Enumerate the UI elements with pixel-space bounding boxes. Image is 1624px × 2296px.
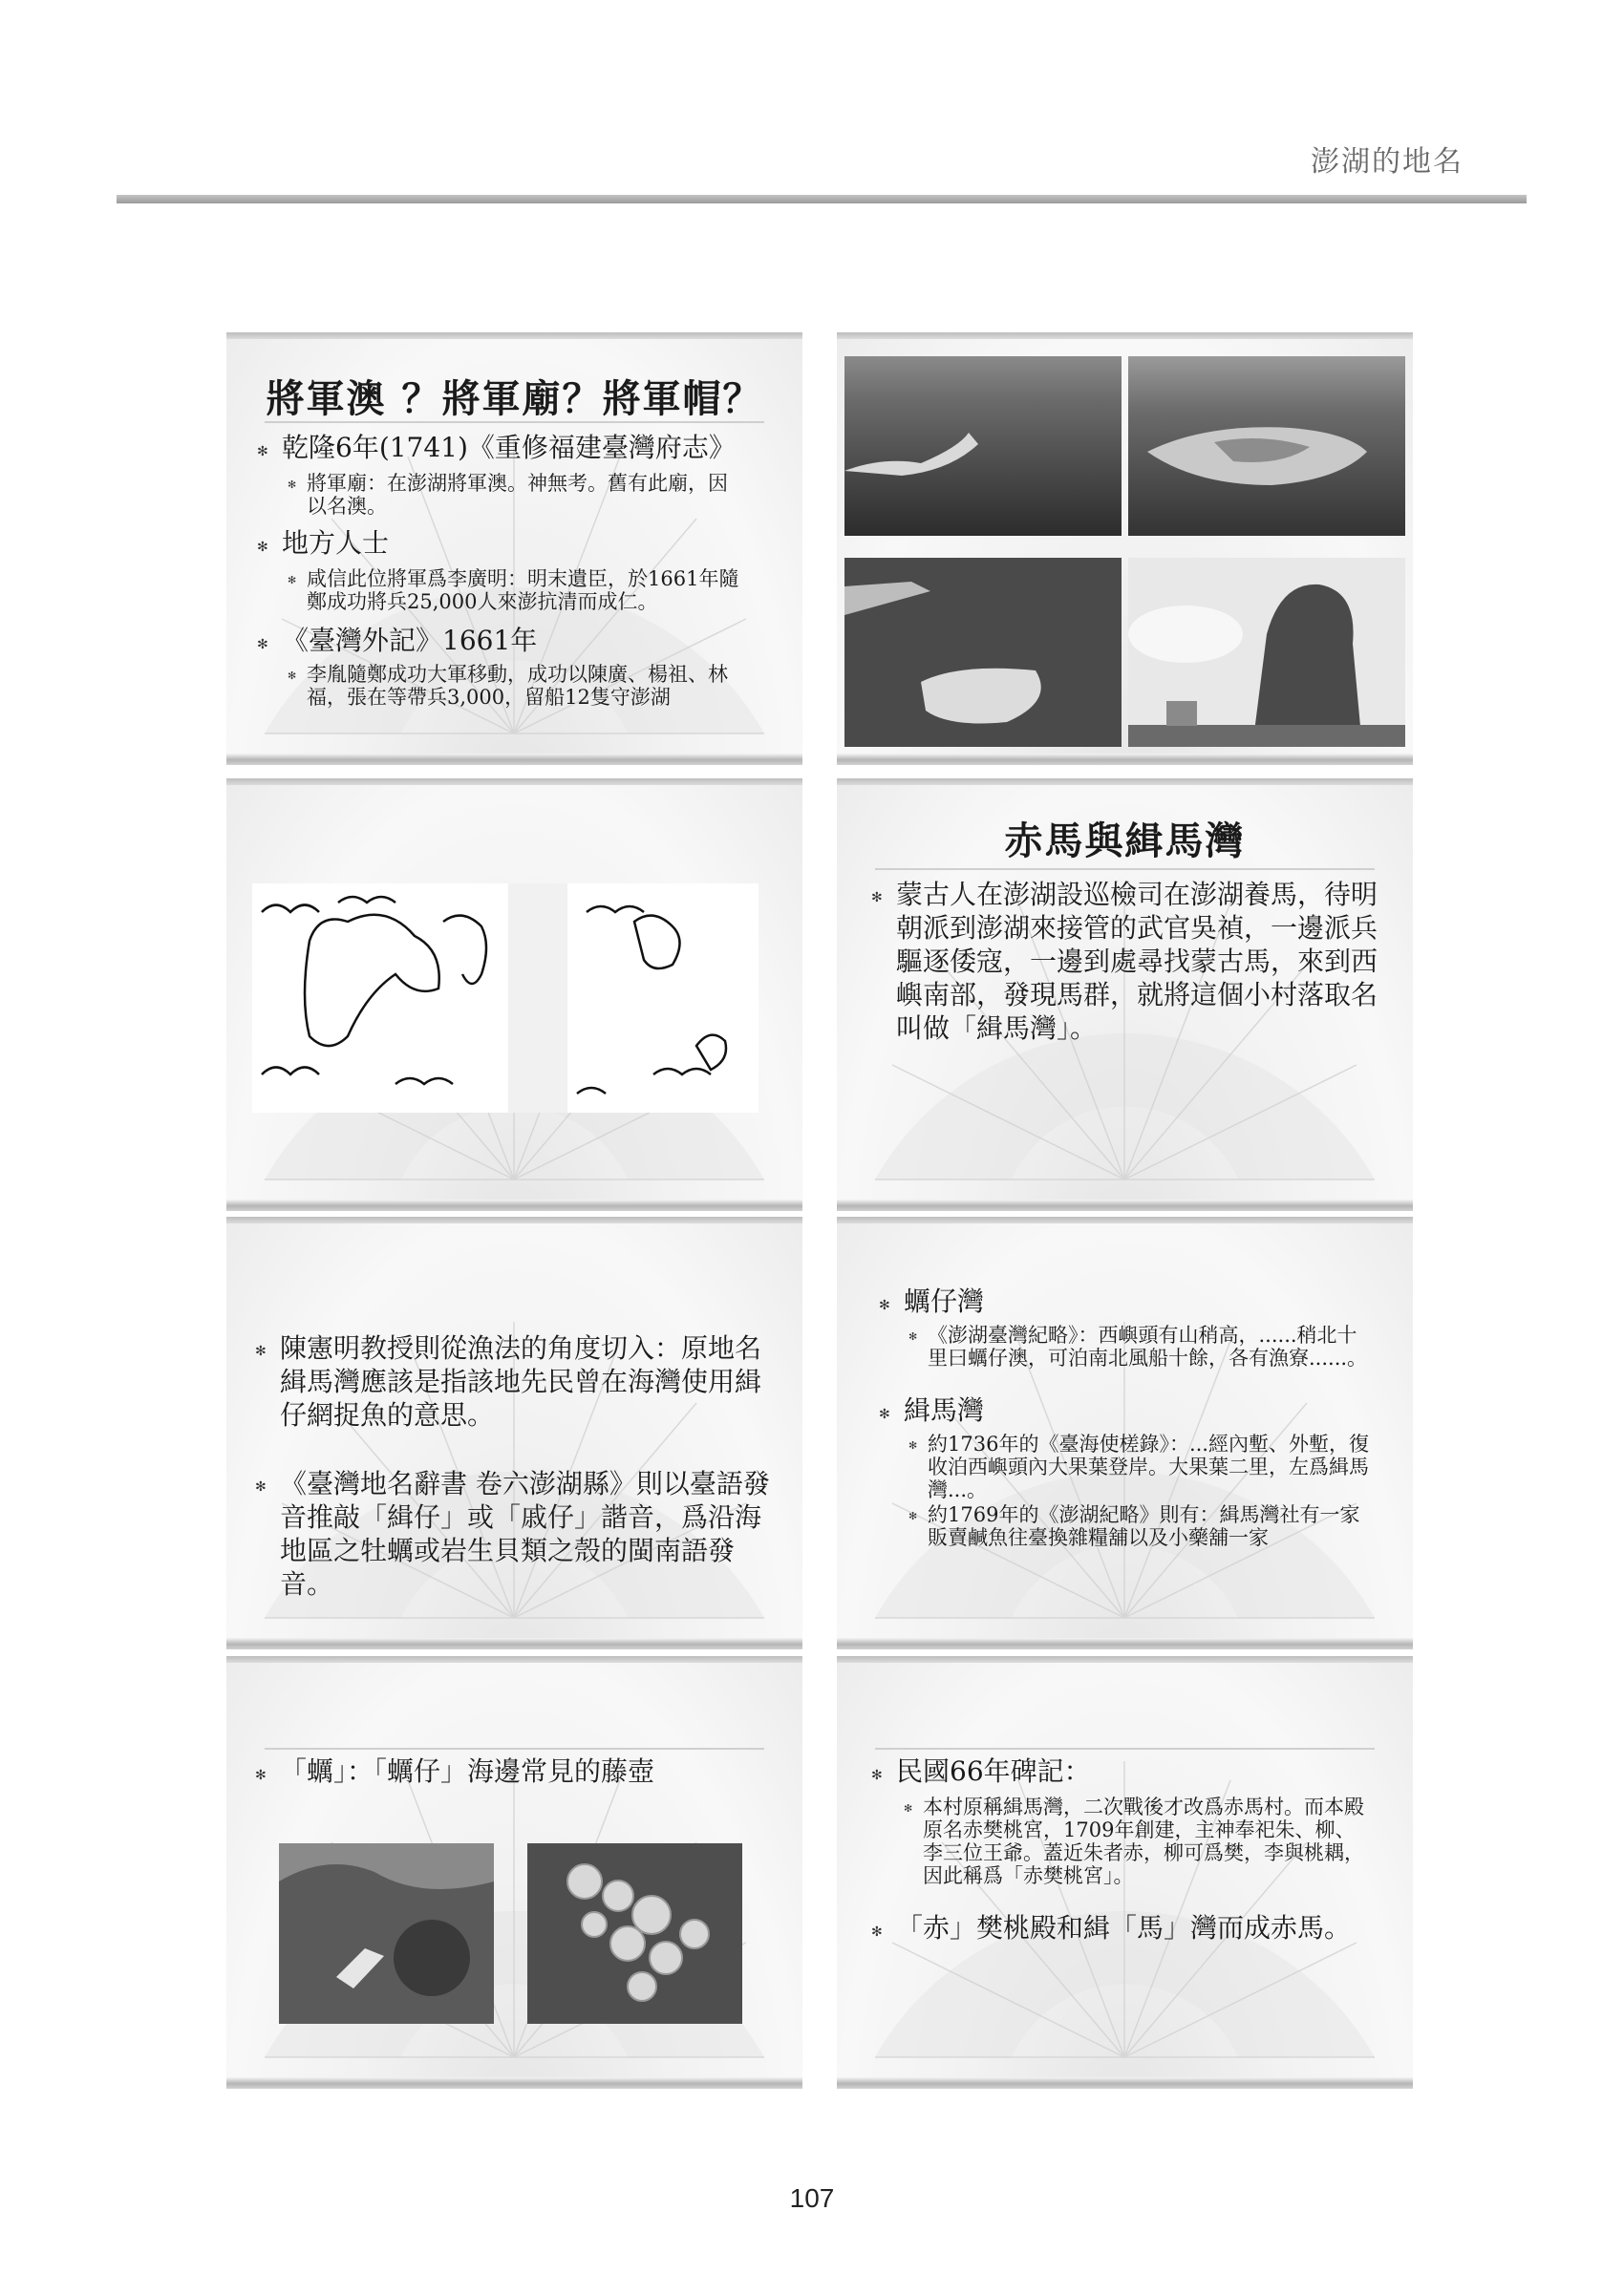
- aerial-photo-islet: [844, 558, 1122, 747]
- slide-top-band: [837, 332, 1413, 339]
- title-rule: [265, 1748, 764, 1750]
- historical-map-image: [252, 883, 773, 1113]
- slide-3: [226, 778, 802, 1211]
- slide-7: [226, 1656, 802, 2089]
- header-rule: [117, 195, 1527, 203]
- page-number: 107: [789, 2183, 835, 2213]
- bullet: ✻ 「蠣」：「蠣仔」海邊常見的藤壺: [280, 1755, 777, 1788]
- oyster-photo: [279, 1843, 494, 2024]
- sub-bullet: ✻ 本村原稱緝馬灣，二次戰後才改爲赤馬村。而本殿原名赤樊桃宮，1709年創建，主神奉祀朱、柳、李三位王爺。蓋近朱者赤，柳可爲樊，李與桃耦，因此稱爲「赤樊桃宮」。: [923, 1796, 1372, 1887]
- slide-4: [837, 778, 1413, 1211]
- slide-title: 赤馬與緝馬灣: [1004, 818, 1246, 863]
- bullet: ✻ 民國66年碑記：: [896, 1755, 1383, 1788]
- slide-8: [837, 1656, 1413, 2089]
- sub-bullet: ✻ 李胤隨鄭成功大軍移動，成功以陳廣、楊祖、林福，張在等帶兵3,000，留船12隻守澎湖: [307, 663, 765, 709]
- bullet: ✻ 陳憲明教授則從漁法的角度切入：原地名緝馬灣應該是指該地先民曾在海灣使用緝仔網捉魚的意思。: [280, 1331, 777, 1432]
- bullet: ✻ 蒙古人在澎湖設巡檢司在澎湖養馬，待明朝派到澎湖來接管的武官吳禎，一邊派兵驅逐倭寇，一邊到處尋找蒙古馬，來到西嶼南部，發現馬群，就將這個小村落取名叫做「緝馬灣」。: [896, 878, 1383, 1045]
- sub-bullet: ✻ 《澎湖臺灣紀略》：西嶼頭有山稍高，......稍北十里曰蠣仔澳，可泊南北風船十餘，各有漁寮......。: [928, 1324, 1377, 1370]
- bullet: ✻ 「赤」樊桃殿和緝「馬」灣而成赤馬。: [896, 1912, 1383, 1945]
- bullet: ✻ 緝馬灣: [904, 1394, 1381, 1427]
- title-rule: [265, 421, 764, 423]
- title-rule: [875, 868, 1375, 870]
- sub-bullet: ✻ 將軍廟：在澎湖將軍澳。神無考。舊有此廟，因以名澳。: [307, 472, 746, 518]
- bullet: ✻ 地方人士: [282, 527, 779, 560]
- slide-6: [837, 1217, 1413, 1649]
- running-header: 澎湖的地名: [1311, 145, 1464, 179]
- sub-bullet: ✻ 約1769年的《澎湖紀略》則有：緝馬灣社有一家販賣鹹魚往臺換雜糧舖以及小藥舖一家: [928, 1503, 1377, 1549]
- aerial-photo-town: [1128, 356, 1405, 536]
- bullet: ✻ 乾隆6年(1741)《重修福建臺灣府志》: [282, 432, 779, 464]
- slide-title: 將軍澳 ？將軍廟？將軍帽？: [266, 376, 763, 421]
- slide-2: [837, 332, 1413, 765]
- slide-1: [226, 332, 802, 765]
- aerial-photo-coast: [844, 356, 1122, 536]
- sub-bullet: ✻ 約1736年的《臺海使槎錄》：...經內塹、外塹，復收泊西嶼頭內大果葉登岸。大果葉二里，左爲緝馬灣...。: [928, 1433, 1377, 1501]
- bullet: ✻ 蠣仔灣: [904, 1286, 1381, 1318]
- bullet: ✻ 《臺灣外記》1661年: [282, 625, 779, 657]
- bullet: ✻ 《臺灣地名辭書 卷六澎湖縣》則以臺語發音推敲「緝仔」或「戚仔」諧音，爲沿海地區之牡蠣或岩生貝類之殼的閩南語發音。: [280, 1467, 777, 1601]
- sub-bullet: ✻ 咸信此位將軍爲李廣明：明末遺臣，於1661年隨鄭成功將兵25,000人來澎抗清而成仁。: [307, 567, 746, 613]
- title-rule: [875, 1748, 1375, 1750]
- rock-pillar-photo: [1128, 558, 1405, 747]
- barnacle-photo: [527, 1843, 742, 2024]
- slide-5: [226, 1217, 802, 1649]
